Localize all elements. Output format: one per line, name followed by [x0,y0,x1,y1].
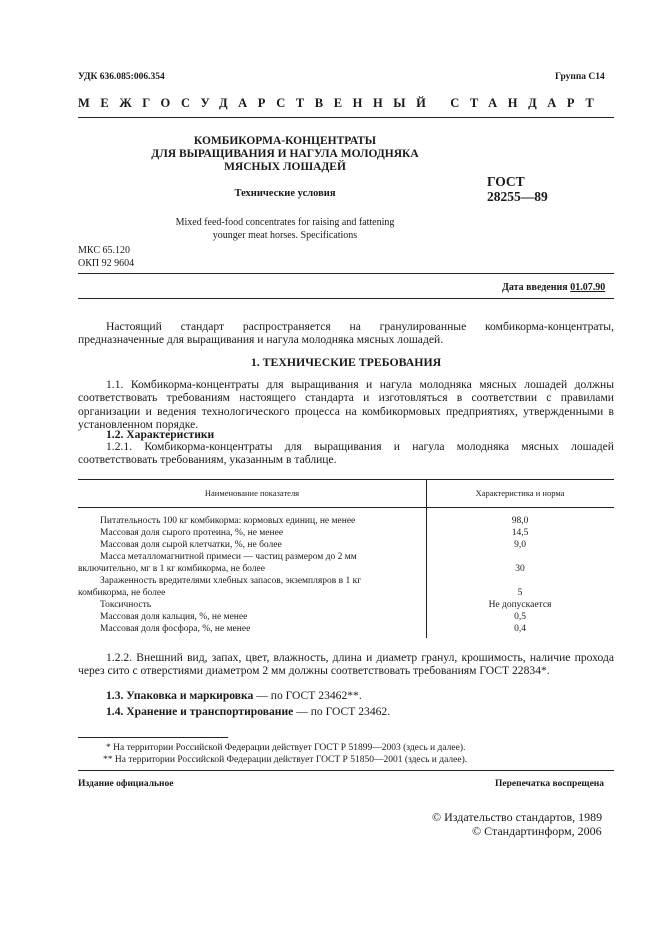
paragraph-1-3-label: 1.3. Упаковка и маркировка [106,689,254,702]
table-cell-name: Массовая доля фосфора, %, не менее [100,624,251,634]
paragraph-1-4-label: 1.4. Хранение и транспортирование [106,705,294,718]
table-cell-value: 30 [515,564,525,574]
date-divider [78,298,614,299]
table-header-norm: Характеристика и норма [475,488,565,498]
copyright-line-2: © Стандартинформ, 2006 [472,824,602,838]
table-cell-value: 9,0 [514,540,526,550]
intro-paragraph: Настоящий стандарт распространяется на гранулированные комбикорма-концентраты, предназначенные для выращивания и нагула молодняка мясных лошадей. [78,320,614,347]
footnote-divider [78,737,228,738]
table-cell-name: Массовая доля сырого протеина, %, не менее [100,528,284,538]
table-cell-name-line-2: комбикорма, не более [78,588,166,598]
footnote-2: ** На территории Российской Федерации действует ГОСТ Р 51850—2001 (здесь и далее). [103,755,468,765]
intro-date-label: Дата введения [502,282,568,293]
table-header-divider [78,507,614,508]
table-cell-name-line-1: Зараженность вредителями хлебных запасов, экземпляров в 1 кг [100,576,362,586]
paragraph-1-4 [78,705,614,718]
subtitle: Технические условия [234,188,336,199]
mks-code: МКС 65.120 [78,245,130,256]
intro-date [502,282,605,293]
table-row [78,551,614,575]
title-line-2: ДЛЯ ВЫРАЩИВАНИЯ И НАГУЛА МОЛОДНЯКА [151,148,419,160]
intro-date-value: 01.07.90 [570,282,606,293]
group-code: Группа С14 [555,72,605,82]
table-cell-name: Питательность 100 кг комбикорма: кормовых единиц, не менее [100,516,356,526]
reprint-prohibited: Перепечатка воспрещена [495,779,605,789]
english-title-line-2: younger meat horses. Specifications [212,230,358,241]
interstate-standard-banner: МЕЖГОСУДАРСТВЕННЫЙ СТАНДАРТ [78,96,605,110]
paragraph-1-2-1: 1.2.1. Комбикорма-концентраты для выращивания и нагула молодняка мясных лошадей соответствовать требованиям, указанным в таблице. [78,440,614,467]
paragraph-1-4-text: — по ГОСТ 23462. [293,705,391,718]
footnote-1: * На территории Российской Федерации действует ГОСТ Р 51899—2003 (здесь и далее). [106,743,466,753]
udk-code: УДК 636.085:006.354 [78,72,165,82]
paragraph-1-1: 1.1. Комбикорма-концентраты для выращивания и нагула молодняка мясных лошадей должны соответствовать требованиям настоящего стандарта и изготовляться в соответствии с правилами организации и ведения технологического процесса на комбикормовых предприятиях, утвержденными в установленном порядке. [78,378,614,432]
paragraph-1-2-2: 1.2.2. Внешний вид, запах, цвет, влажность, длина и диаметр гранул, крошимость, наличие прохода через сито с отверстиями диаметром 2 мм должны соответствовать требованиям ГОСТ 22834*. [78,651,614,678]
paragraph-1-3-text: — по ГОСТ 23462**. [253,689,362,702]
table-cell-value: 0,5 [514,612,526,622]
footer-divider [78,770,614,771]
table-cell-value: 5 [517,588,523,598]
table-top-border [78,479,614,480]
table-cell-name: Массовая доля кальция, %, не менее [100,612,248,622]
official-edition: Издание официальное [78,779,174,789]
header-divider [78,117,614,118]
table-cell-value: 98,0 [511,516,529,526]
table-cell-name-line-1: Масса металломагнитной примеси — частиц размером до 2 мм [100,552,357,562]
table-row [78,575,614,599]
okp-code: ОКП 92 9604 [78,258,135,269]
title-line-1: КОМБИКОРМА-КОНЦЕНТРАТЫ [193,135,377,147]
paragraph-1-3 [78,689,614,702]
title-line-3: МЯСНЫХ ЛОШАДЕЙ [224,161,346,173]
codes-divider [78,273,614,274]
copyright-line-1: © Издательство стандартов, 1989 [432,810,603,824]
gost-number: 28255—89 [487,189,548,204]
table-cell-name: Массовая доля сырой клетчатки, %, не более [100,540,282,550]
english-title-line-1: Mixed feed-food concentrates for raising and fattening [175,217,395,228]
table-cell-name-line-2: включительно, мг в 1 кг комбикорма, не более [78,564,265,574]
section-1-heading: 1. ТЕХНИЧЕСКИЕ ТРЕБОВАНИЯ [250,355,442,369]
table-cell-value: Не допускается [488,600,552,610]
paragraph-1-2-heading: 1.2. Характеристики [106,428,215,441]
table-cell-value: 0,4 [514,624,526,634]
gost-label: ГОСТ [487,174,525,189]
table-cell-value: 14,5 [511,528,529,538]
table-cell-name: Токсичность [100,600,152,610]
table-header-name: Наименование показателя [204,488,300,498]
